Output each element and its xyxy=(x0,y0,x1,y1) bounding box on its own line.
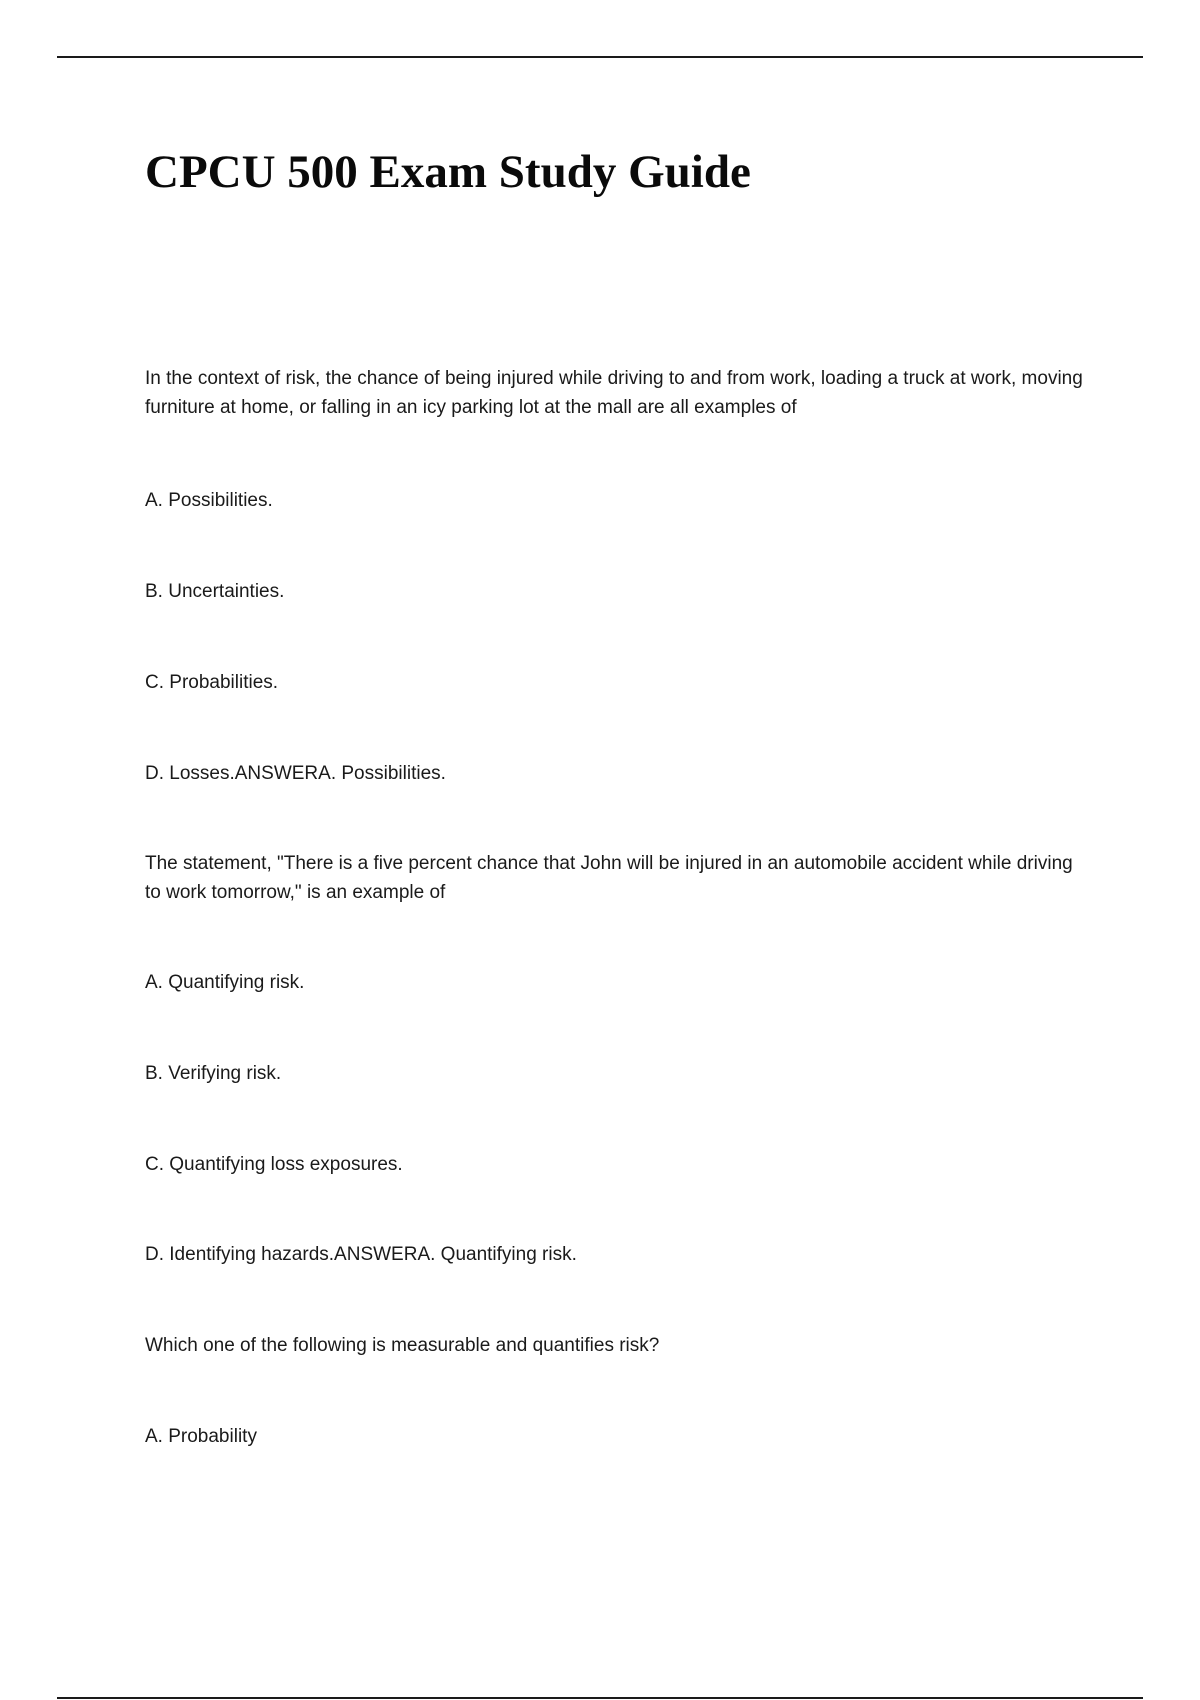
footer-rule xyxy=(57,1697,1143,1699)
question-1-option-b: B. Uncertainties. xyxy=(145,581,285,602)
question-1-option-d-answer: D. Losses.ANSWERA. Possibilities. xyxy=(145,763,446,784)
question-2-option-b: B. Verifying risk. xyxy=(145,1063,282,1084)
question-2-option-c: C. Quantifying loss exposures. xyxy=(145,1154,403,1175)
header-rule xyxy=(57,56,1143,58)
question-2-option-d-answer: D. Identifying hazards.ANSWERA. Quantifying risk. xyxy=(145,1244,577,1265)
page-title: CPCU 500 Exam Study Guide xyxy=(145,146,751,198)
question-2-option-a: A. Quantifying risk. xyxy=(145,972,305,993)
question-text-1: In the context of risk, the chance of being injured while driving to and from work, loading a truck at work, moving furniture at home, or falling in an icy parking lot at the mall are all examples of xyxy=(145,368,1083,418)
question-text-3: Which one of the following is measurable and quantifies risk? xyxy=(145,1335,660,1356)
question-text-2: The statement, "There is a five percent chance that John will be injured in an automobile accident while driving to work tomorrow," is an example of xyxy=(145,853,1073,903)
question-3-option-a: A. Probability xyxy=(145,1426,257,1447)
question-1-option-c: C. Probabilities. xyxy=(145,672,279,693)
question-1-option-a: A. Possibilities. xyxy=(145,490,273,511)
